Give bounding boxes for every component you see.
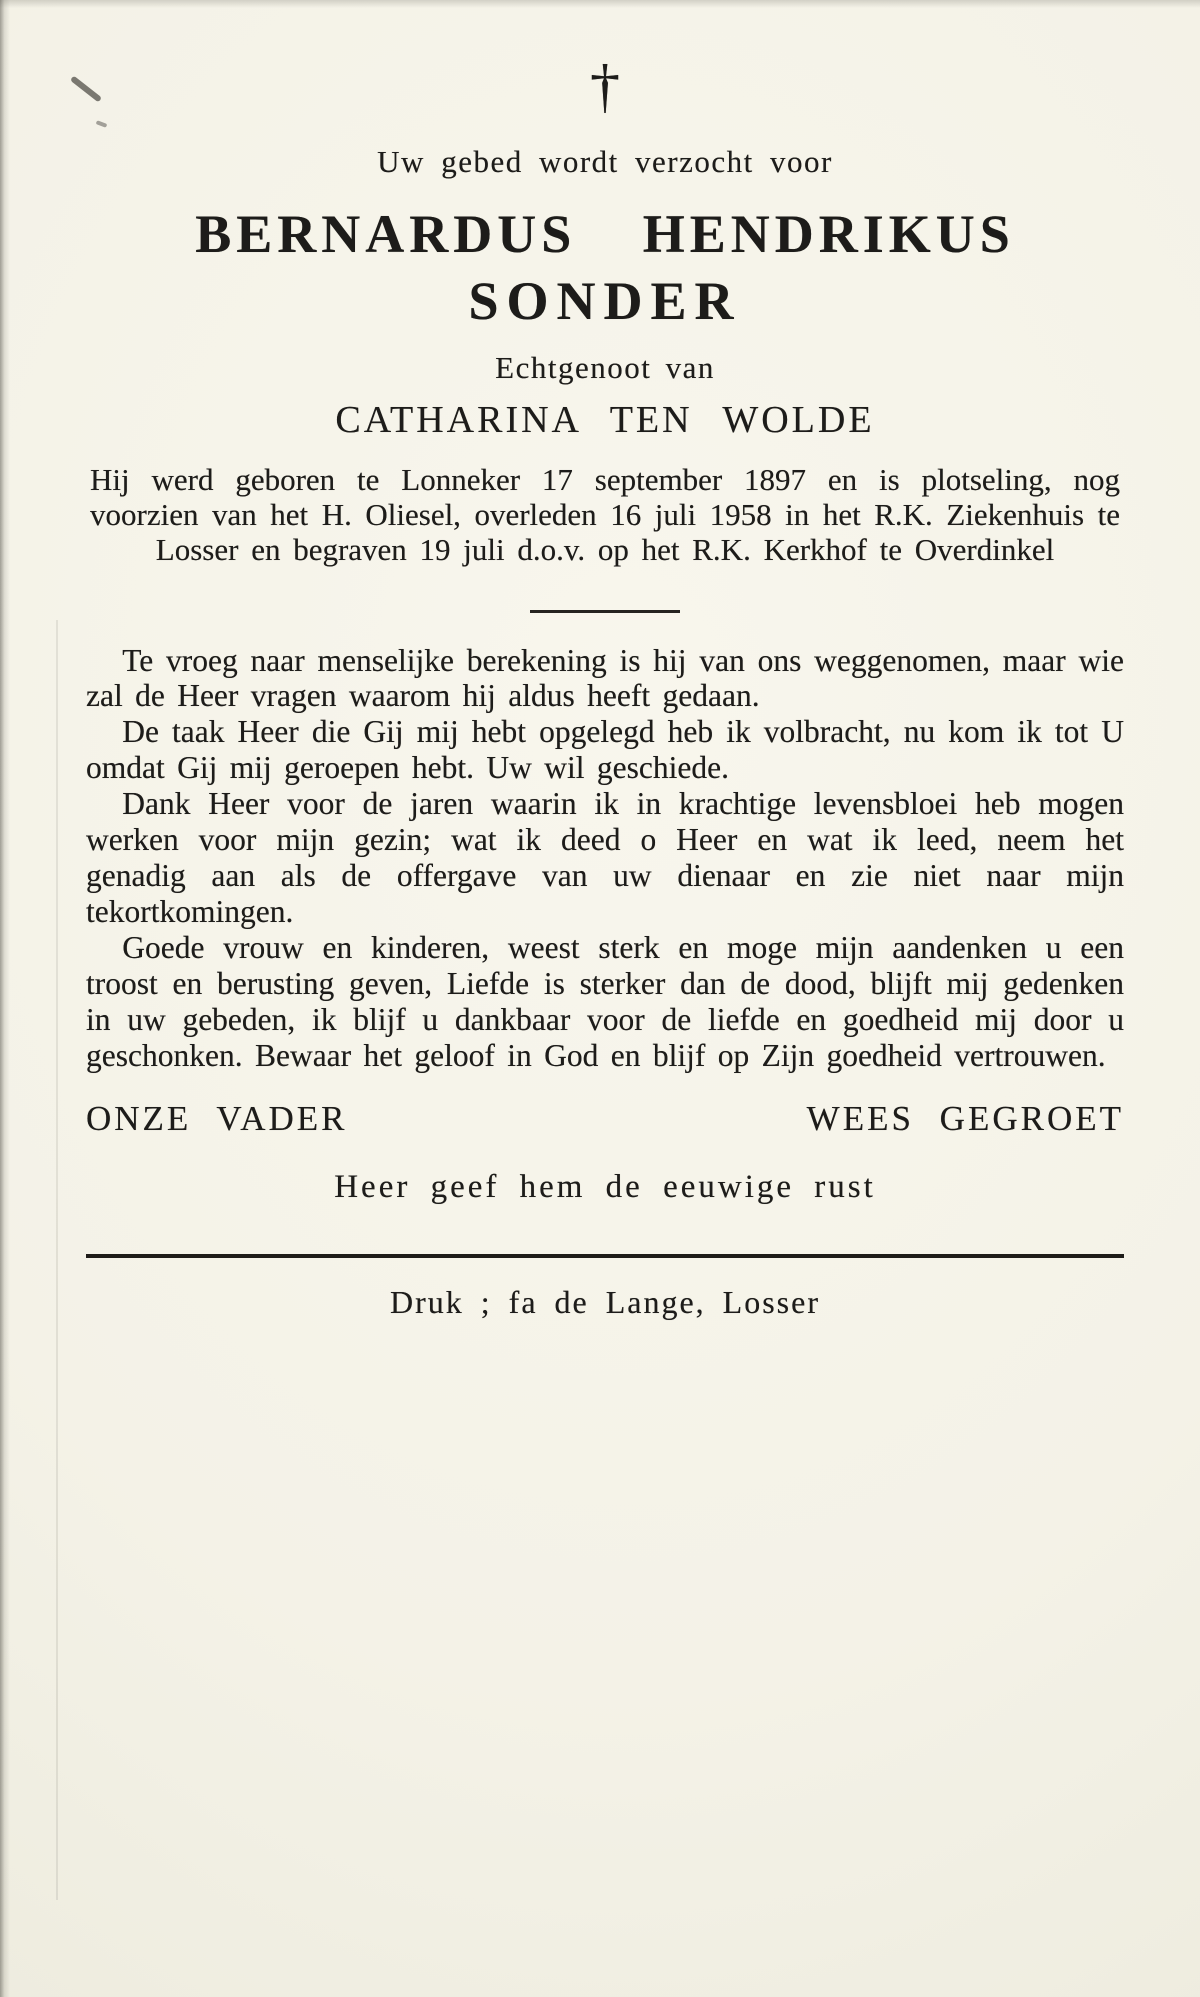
memorial-paragraph-4: Goede vrouw en kinderen, weest sterk en moge mijn aandenken u een troost en berusting geven, Liefde is sterker dan de dood, blijft mij gedenken in uw gebeden, ik blijf u dankbaar voor de liefde en goedheid mij door u geschonken. Bewaar het geloof in God en blijf op Zijn goedheid vertrouwen. [86,929,1124,1073]
bottom-rule [86,1254,1124,1258]
memorial-paragraph-3: Dank Heer voor de jaren waarin ik in krachtige levensbloei heb mogen werken voor mijn gezin; wat ik deed o Heer en wat ik leed, neem het genadig aan als de offergave van uw dienaar en zie niet naar mijn tekortkomingen. [86,786,1124,929]
deceased-name-line2: SONDER [468,270,742,331]
memorial-text [86,643,1124,1074]
spouse-name: CATHARINA TEN WOLDE [335,398,875,441]
prayer-wees-gegroet: WEES GEGROET [806,1099,1124,1139]
memorial-paragraph-1: Te vroeg naar menselijke berekening is hij van ons weggenomen, maar wie zal de Heer vragen waarom hij aldus heeft gedaan. [86,642,1124,714]
section-divider [530,610,680,613]
prayer-onze-vader: ONZE VADER [86,1099,348,1139]
prayer-request-line: Uw gebed wordt verzocht voor [377,144,833,179]
biography-paragraph: Hij werd geboren te Lonneker 17 september 1897 en is plotseling, nog voorzien van het H. Oliesel, overleden 16 juli 1958 in het R.K. Ziekenhuis te Losser en begraven 19 juli d.o.v. op het R.K. Kerkhof te Overdinkel [90,461,1120,568]
relation-line: Echtgenoot van [495,349,715,385]
closing-line: Heer geef hem de eeuwige rust [334,1169,876,1206]
prayer-row [86,1099,1124,1139]
printer-credit: Druk ; fa de Lange, Losser [390,1284,820,1321]
cross-icon: † [590,53,620,119]
deceased-name-line1: BERNARDUS HENDRIKUS [195,204,1015,264]
memorial-paragraph-2: De taak Heer die Gij mij hebt opgelegd heb ik volbracht, nu kom ik tot U omdat Gij mij geroepen hebt. Uw wil geschiede. [86,714,1124,786]
